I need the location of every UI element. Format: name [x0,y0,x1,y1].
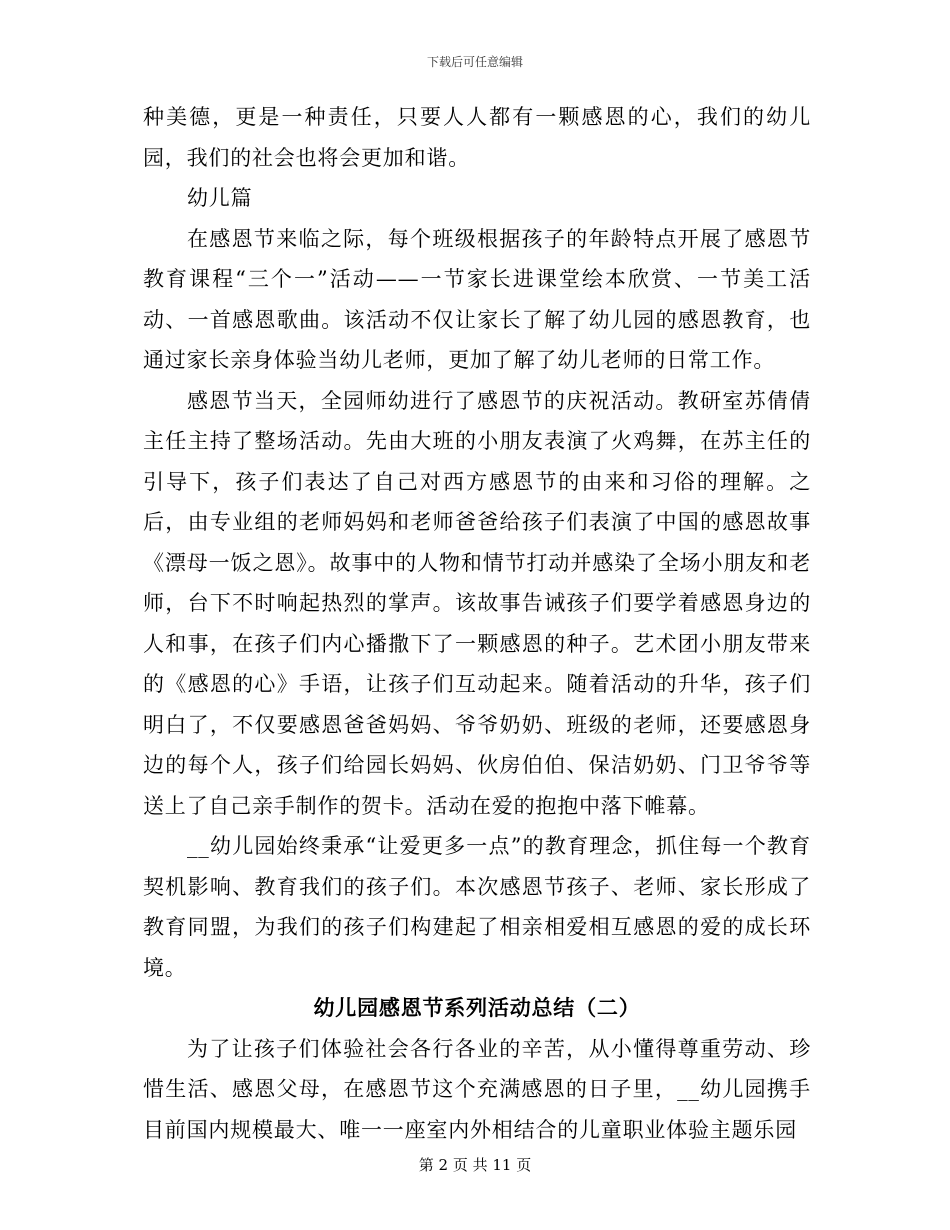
paragraph: __幼儿园始终秉承“让爱更多一点”的教育理念，抓住每一个教育契机影响、教育我们的孩子们。本次感恩节孩子、老师、家长形成了教育同盟，为我们的孩子们构建起了相亲相爱相互感恩的爱的成长环境。 [143,834,811,980]
paragraph: 感恩节当天，全园师幼进行了感恩节的庆祝活动。教研室苏倩倩主任主持了整场活动。先由大班的小朋友表演了火鸡舞，在苏主任的引导下，孩子们表达了自己对西方感恩节的由来和习俗的理解。之后，由专业组的老师妈妈和老师爸爸给孩子们表演了中国的感恩故事《漂母一饭之恩》。故事中的人物和情节打动并感染了全场小朋友和老师，台下不时响起热烈的掌声。该故事告诫孩子们要学着感恩身边的人和事，在孩子们内心播撒下了一颗感恩的种子。艺术团小朋友带来的《感恩的心》手语，让孩子们互动起来。随着活动的升华，孩子们明白了，不仅要感恩爸爸妈妈、爷爷奶奶、班级的老师，还要感恩身边的每个人，孩子们给园长妈妈、伙房伯伯、保洁奶奶、门卫爷爷等送上了自己亲手制作的贺卡。活动在爱的抱抱中落下帷幕。 [143,388,811,818]
section-heading: 幼儿园感恩节系列活动总结（二） [313,995,641,1020]
paragraph-continuation: 种美德，更是一种责任，只要人人都有一颗感恩的心，我们的幼儿园，我们的社会也将会更加和谐。 [143,105,811,170]
document-body [143,97,811,1150]
page-number: 第 2 页 共 11 页 [418,1156,532,1174]
page-header-note: 下载后可任意编辑 [426,55,523,69]
section-label: 幼儿篇 [187,186,253,210]
paragraph: 在感恩节来临之际，每个班级根据孩子的年龄特点开展了感恩节教育课程“三个一”活动——一节家长进课堂绘本欣赏、一节美工活动、一首感恩歌曲。该活动不仅让家长了解了幼儿园的感恩教育，也通过家长亲身体验当幼儿老师，更加了解了幼儿老师的日常工作。 [143,226,811,372]
paragraph: 为了让孩子们体验社会各行各业的辛苦，从小懂得尊重劳动、珍惜生活、感恩父母，在感恩节这个充满感恩的日子里，__幼儿园携手目前国内规模最大、唯一一座室内外相结合的儿童职业体验主题乐园 [143,1036,811,1142]
